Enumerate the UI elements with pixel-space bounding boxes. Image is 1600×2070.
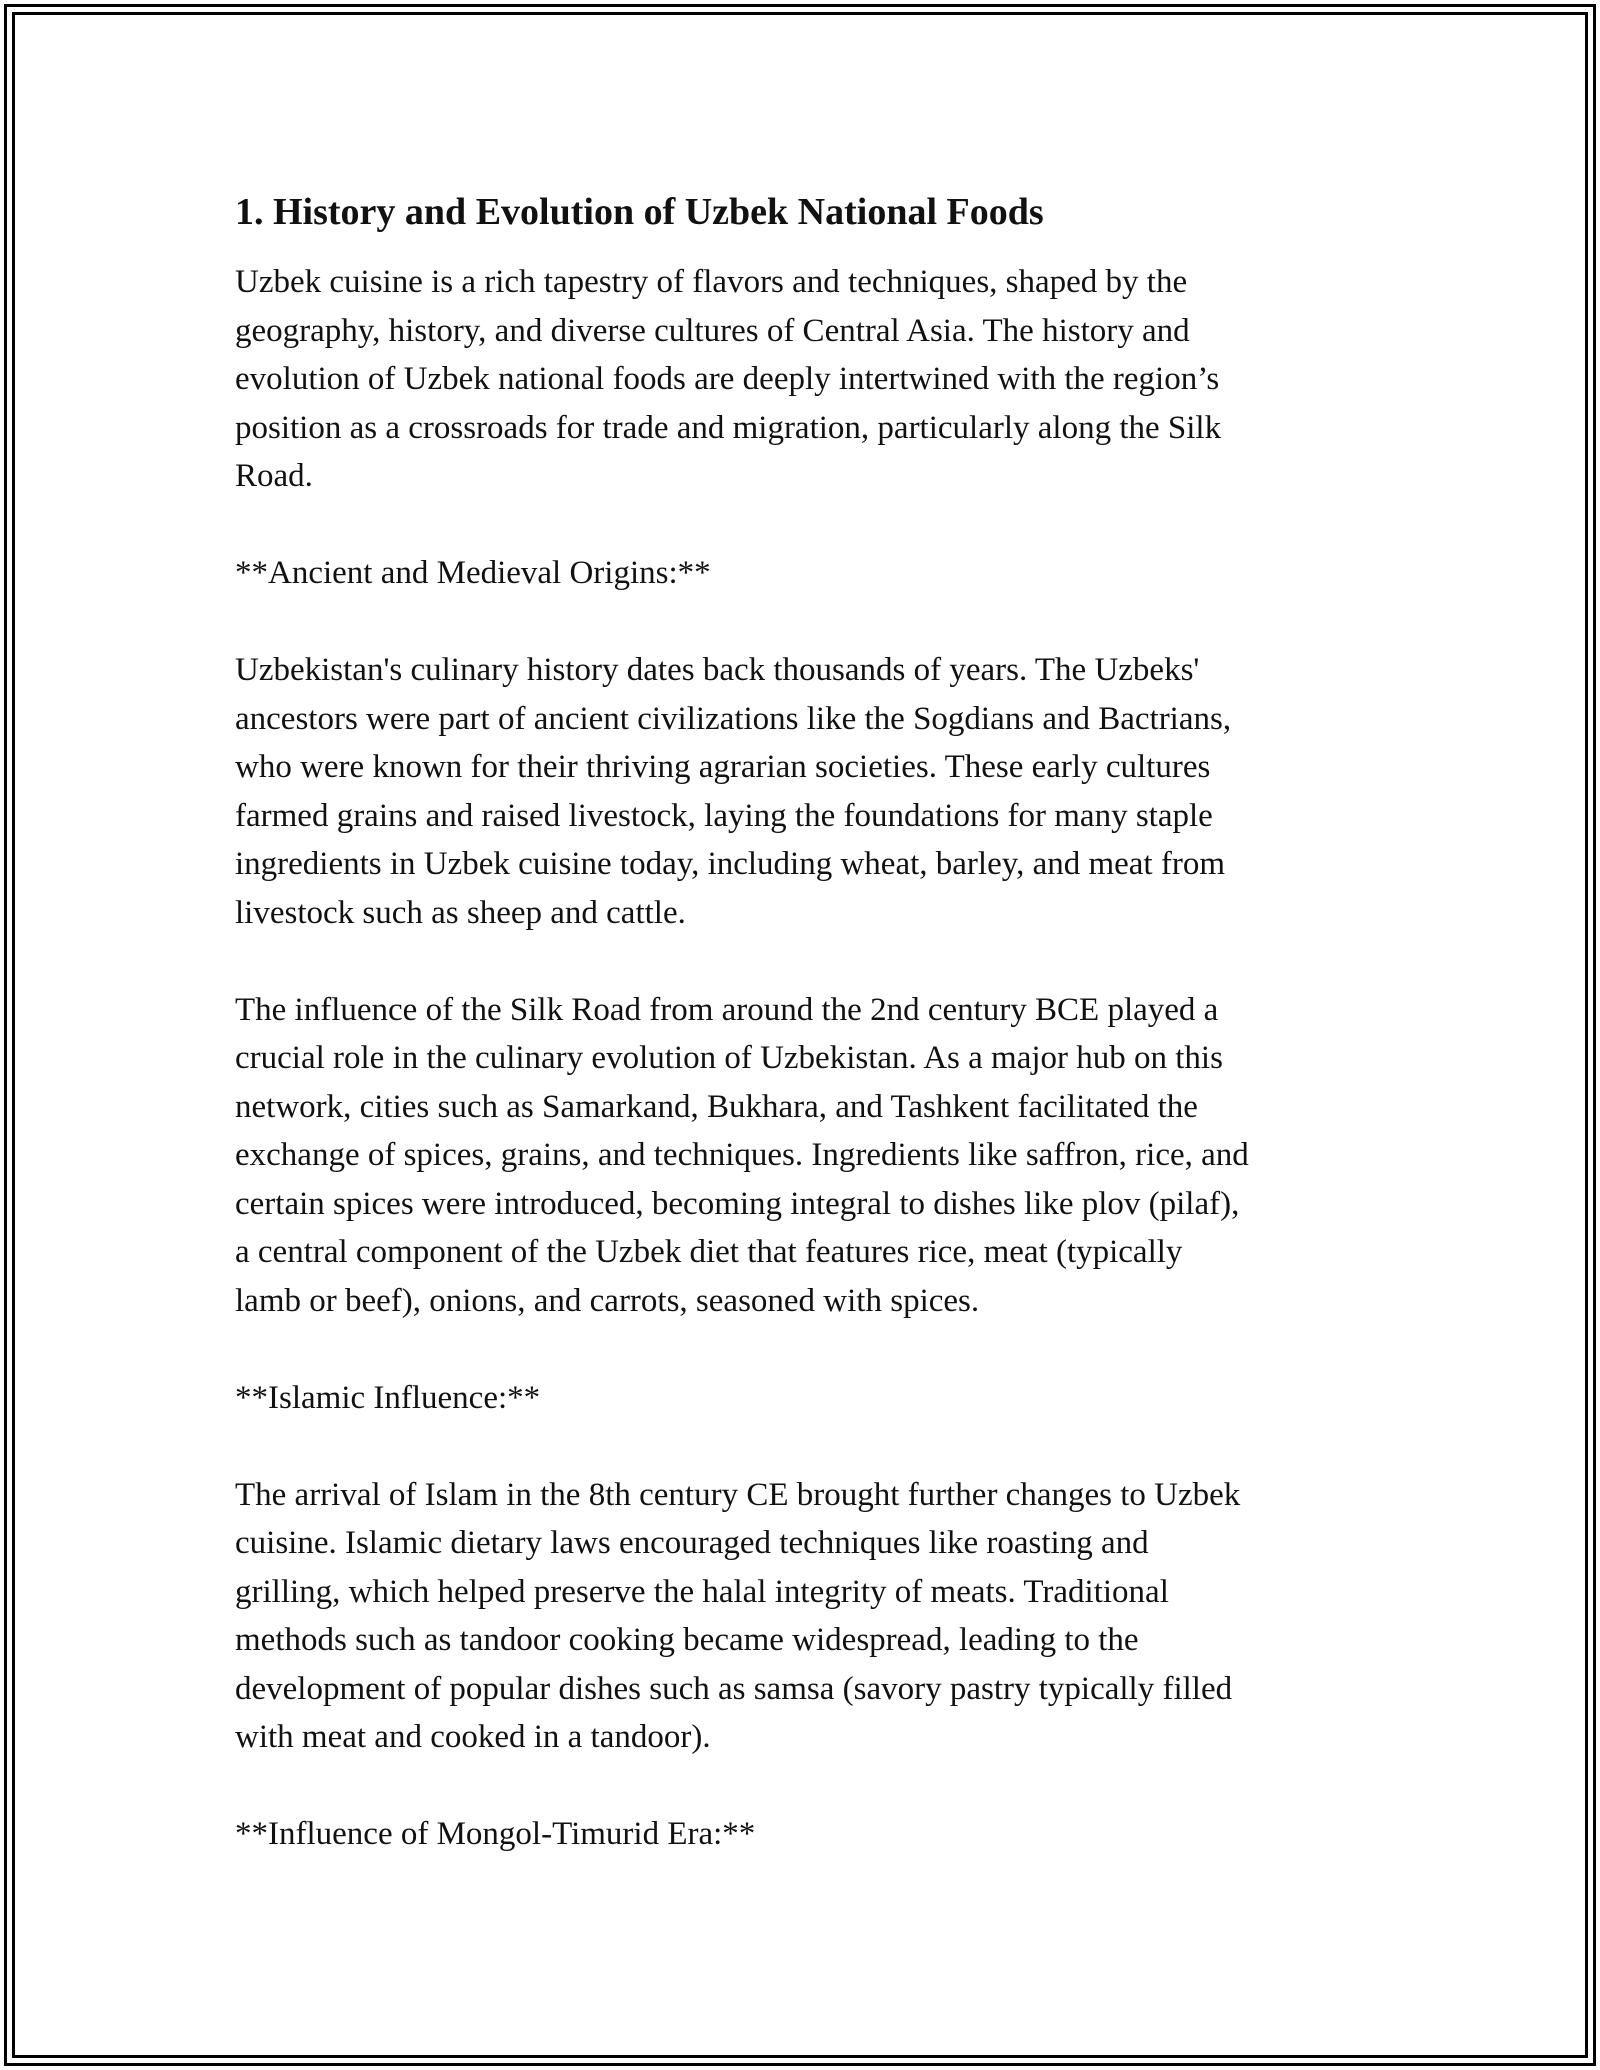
islamic-influence-paragraph: The arrival of Islam in the 8th century CE brought further changes to Uzbek cuisine. Islamic dietary laws encouraged techniques like roasting and grilling, which helped preserve the halal integrity of meats. Traditional methods such as tandoor cooking became widespread, leading to the development of popular dishes such as samsa (savory pastry typically filled with meat and cooked in a tandoor). bbox=[235, 1476, 1241, 1755]
silk-road-paragraph: The influence of the Silk Road from around the 2nd century BCE played a crucial role in the culinary evolution of Uzbekistan. As a major hub on this network, cities such as Samarkand, Bukhara, and Tashkent facilitated the exchange of spices, grains, and techniques. Ingredients like saffron, rice, and certain spices were introduced, becoming integral to dishes like plov (pilaf), a central component of the Uzbek diet that features rice, meat (typically lamb or beef), onions, and carrots, seasoned with spices. bbox=[235, 991, 1249, 1319]
intro-paragraph: Uzbek cuisine is a rich tapestry of flavors and techniques, shaped by the geography, history, and diverse cultures of Central Asia. The history and evolution of Uzbek national foods are deeply intertwined with the region’s position as a crossroads for trade and migration, particularly along the Silk Road. bbox=[235, 264, 1222, 494]
document-body bbox=[235, 188, 1375, 1907]
section-heading: 1. History and Evolution of Uzbek National Foods bbox=[235, 191, 1044, 233]
subheading-ancient-medieval: **Ancient and Medieval Origins:** bbox=[235, 555, 711, 591]
subheading-islamic-influence: **Islamic Influence:** bbox=[235, 1379, 541, 1416]
subheading-mongol-timurid: **Influence of Mongol-Timurid Era:** bbox=[235, 1816, 756, 1852]
ancient-origins-paragraph: Uzbekistan's culinary history dates back thousands of years. The Uzbeks' ancestors were part of ancient civilizations like the Sogdians and Bactrians, who were known for their thriving agrarian societies. These early cultures farmed grains and raised livestock, laying the foundations for many staple ingredients in Uzbek cuisine today, including wheat, barley, and meat from livestock such as sheep and cattle. bbox=[235, 652, 1232, 931]
